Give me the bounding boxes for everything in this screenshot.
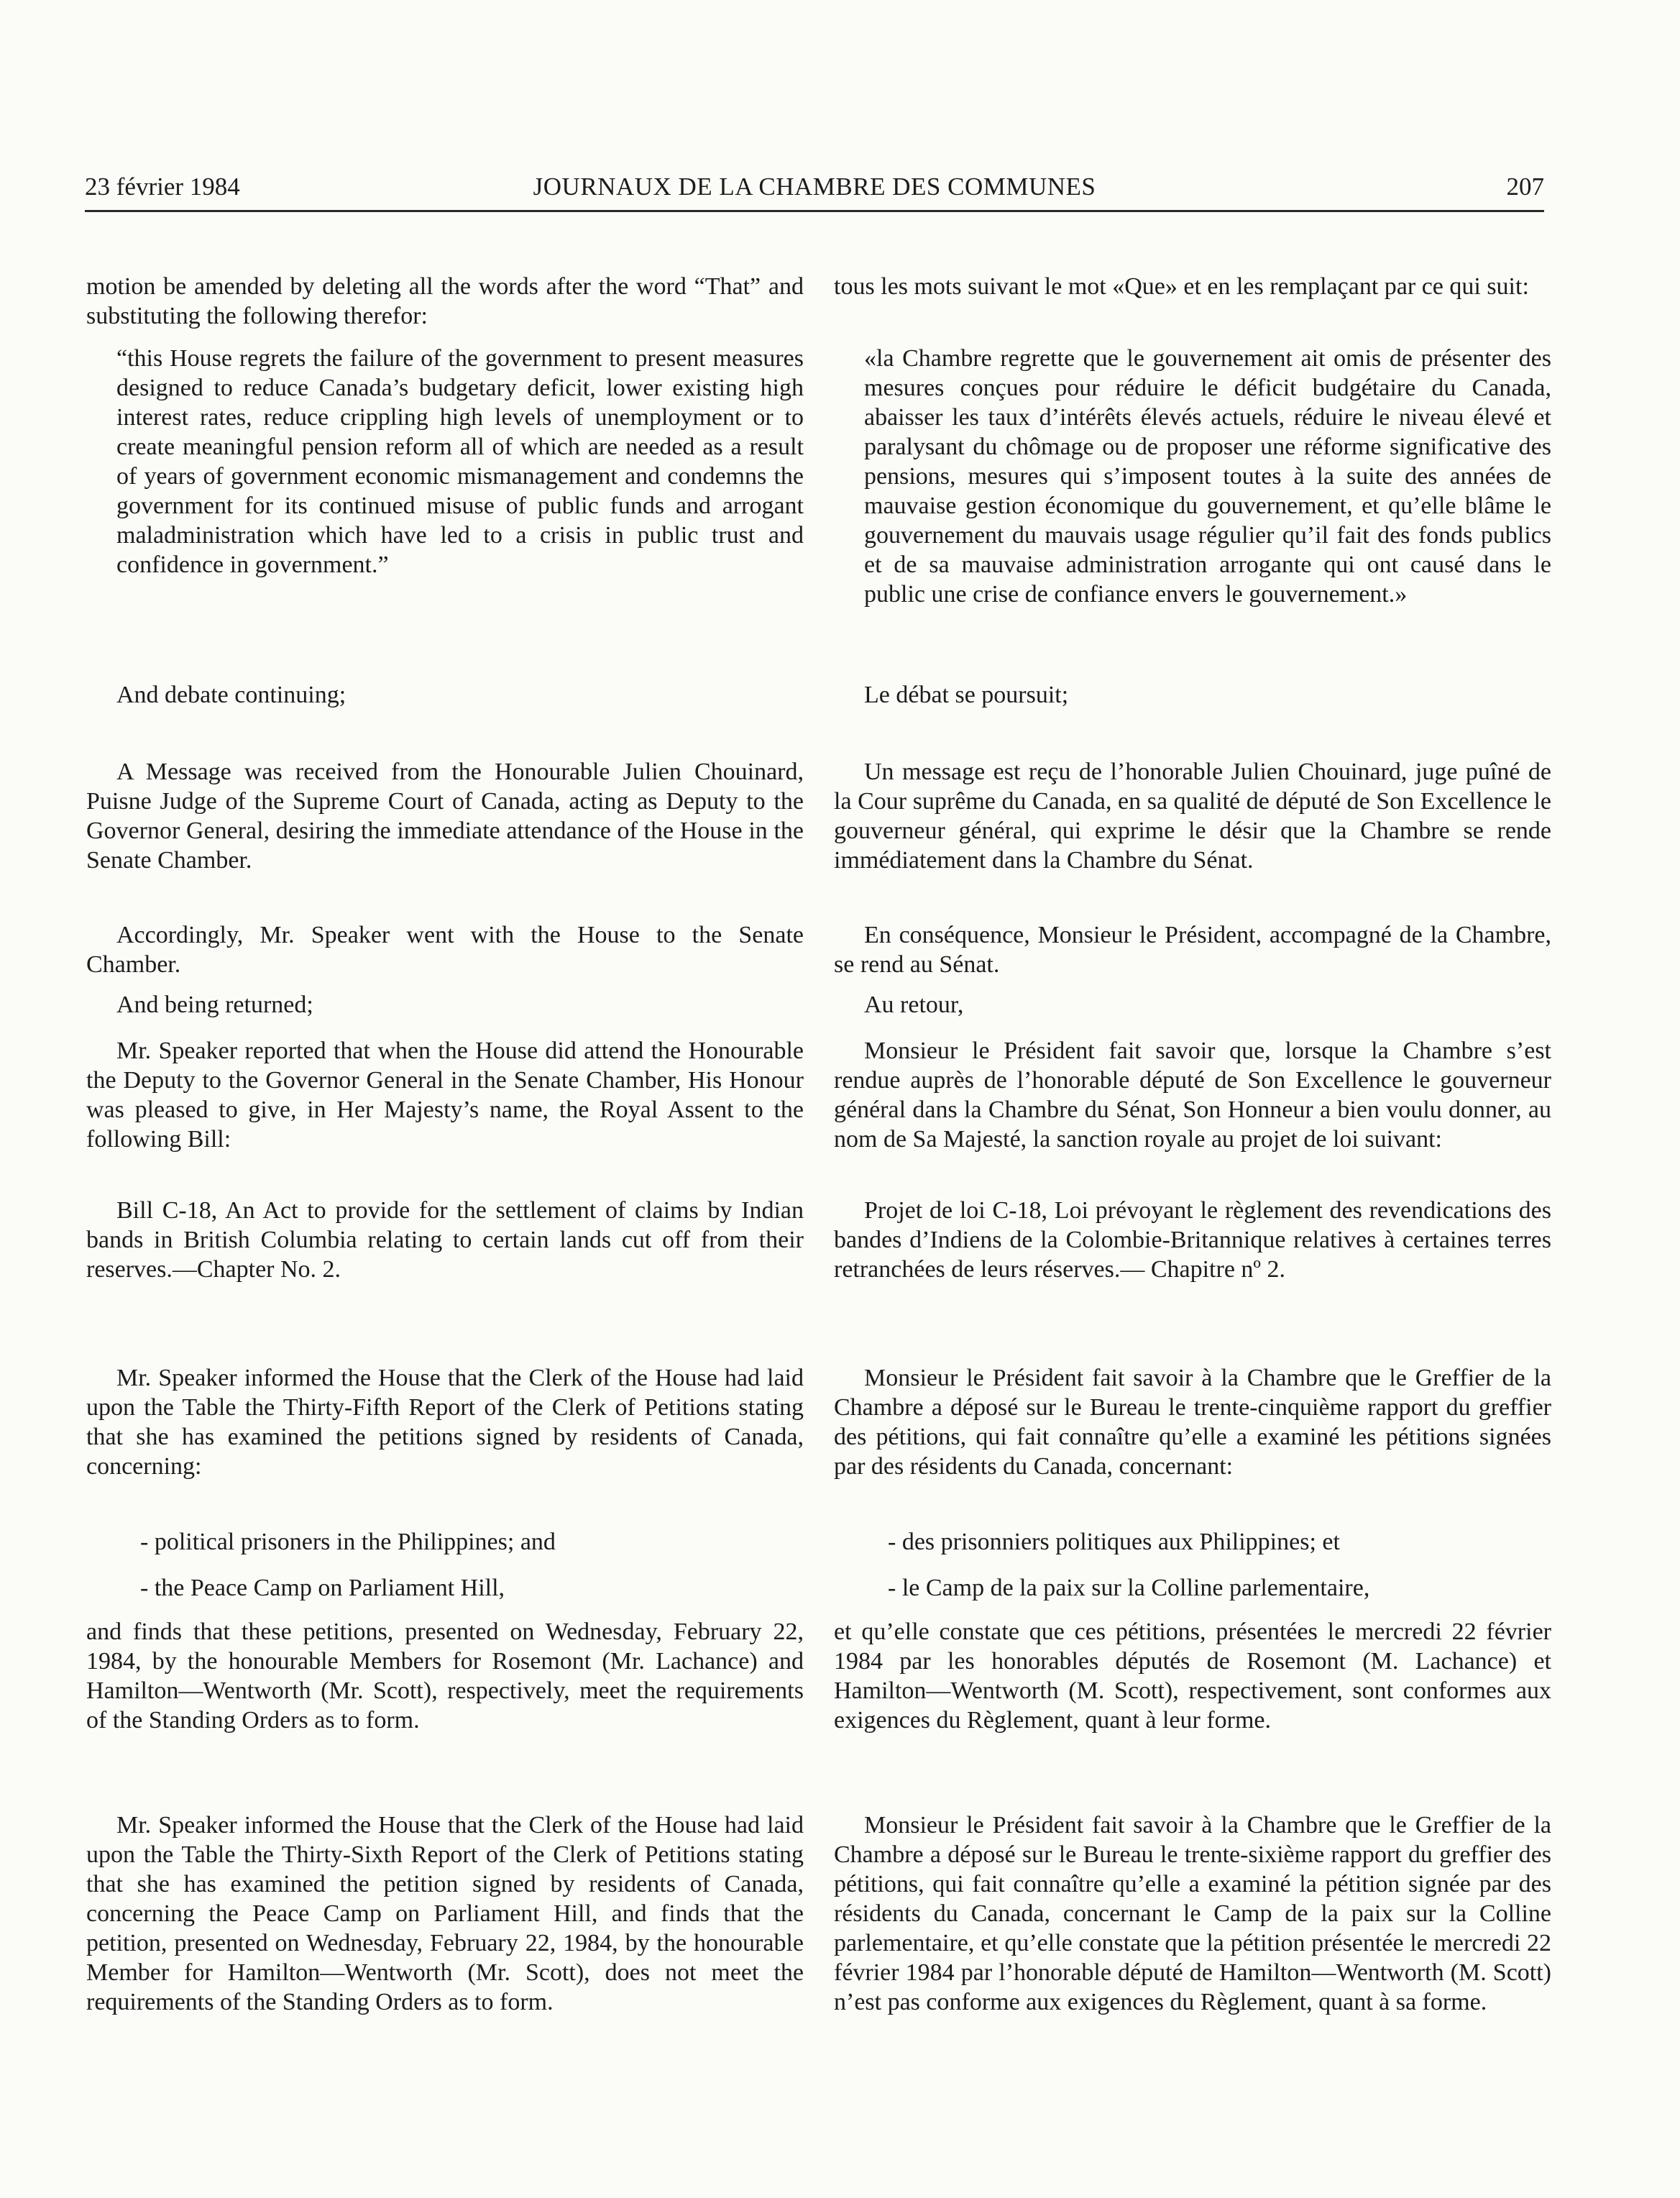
petitions-finding-fr: et qu’elle constate que ces pétitions, présentées le mercredi 22 février 1984 par les honorables députés de Rosemont (M. Lachance) et Hamilton—Wentworth (M. Scott), respectivement, sont conformes aux exigences du Règlement, quant à leur forme. (834, 1618, 1551, 1734)
being-returned-fr: Au retour, (864, 992, 964, 1018)
message-received-en: A Message was received from the Honourable Julien Chouinard, Puisne Judge of the Supreme Court of Canada, acting as Deputy to the Governor General, desiring the immediate attendance of the House in the Senate Chamber. (86, 759, 804, 874)
petitions-report-36-en: Mr. Speaker informed the House that the Clerk of the House had laid upon the Table the Thirty-Sixth Report of the Clerk of Petitions stating that she has examined the petition signed by residents of Canada, concerning the Peace Camp on Parliament Hill, and finds that the petition, presented on Wednesday, February 22, 1984, by the honourable Member for Hamilton—Wentworth (Mr. Scott), does not meet the requirements of the Standing Orders as to form. (86, 1812, 804, 2015)
bill-c18-en: Bill C-18, An Act to provide for the settlement of claims by Indian bands in British Columbia relating to certain lands cut off from their reserves.—Chapter No. 2. (86, 1197, 804, 1283)
speaker-went-fr: En conséquence, Monsieur le Président, accompagné de la Chambre, se rend au Sénat. (834, 922, 1551, 978)
royal-assent-report-en: Mr. Speaker reported that when the House did attend the Honourable the Deputy to the Governor General in the Senate Chamber, His Honour was pleased to give, in Her Majesty’s name, the Royal Assent to the following Bill: (86, 1038, 804, 1153)
petitions-finding-en: and finds that these petitions, presented on Wednesday, February 22, 1984, by the honourable Members for Rosemont (Mr. Lachance) and Hamilton—Wentworth (Mr. Scott), respectively, meet the requirements of the Standing Orders as to form. (86, 1618, 804, 1734)
bill-c18-fr: Projet de loi C-18, Loi prévoyant le règlement des revendications des bandes d’Indiens de la Colombie-Britannique relatives à certaines terres retranchées de leurs réserves.— Chapitre nº 2. (834, 1197, 1551, 1283)
amendment-quote-fr: «la Chambre regrette que le gouvernement ait omis de présenter des mesures conçues pour réduire le déficit budgétaire du Canada, abaisser les taux d’intérêts élevés actuels, réduire le niveau élevé et paralysant du chômage ou de proposer une réforme significative des pensions, mesures qui s’imposent toutes à la suite des années de mauvaise gestion économique du gouvernement, et qu’elle blâme le gouvernement du mauvais usage régulier qu’il fait des fonds publics et de sa mauvaise administration arrogante qui ont causé dans le public une crise de confiance envers le gouvernement.» (864, 345, 1551, 608)
message-received-fr: Un message est reçu de l’honorable Julien Chouinard, juge puîné de la Cour suprême du Canada, en sa qualité de député de Son Excellence le gouverneur général, qui exprime le désir que la Chambre se rende immédiatement dans la Chambre du Sénat. (834, 759, 1551, 874)
petition-item-2-en: - the Peace Camp on Parliament Hill, (140, 1575, 505, 1601)
petitions-report-36-fr: Monsieur le Président fait savoir à la Chambre que le Greffier de la Chambre a déposé sur le Bureau le trente-sixième rapport du greffier des pétitions, qui fait connaître qu’elle a examiné la pétition signée par des résidents du Canada, concernant le Camp de la paix sur la Colline parlementaire, et qu’elle constate que la pétition présentée le mercredi 22 février 1984 par l’honorable député de Hamilton—Wentworth (M. Scott) n’est pas conforme aux exigences du Règlement, quant à sa forme. (834, 1812, 1551, 2015)
amendment-intro-fr: tous les mots suivant le mot «Que» et en les remplaçant par ce qui suit: (834, 273, 1529, 300)
petition-item-2-fr: - le Camp de la paix sur la Colline parlementaire, (888, 1575, 1370, 1601)
page-header (85, 170, 1544, 212)
petition-item-1-en: - political prisoners in the Philippines; and (140, 1529, 556, 1555)
petition-item-1-fr: - des prisonniers politiques aux Philippines; et (888, 1529, 1340, 1555)
amendment-quote-en: “this House regrets the failure of the government to present measures designed to reduce Canada’s budgetary deficit, lower existing high interest rates, reduce crippling high levels of unemployment or to create meaningful pension reform all of which are needed as a result of years of government economic mismanagement and condemns the government for its continued misuse of public funds and arrogant maladministration which have led to a crisis in public trust and confidence in government.” (116, 345, 804, 578)
amendment-intro-en: motion be amended by deleting all the words after the word “That” and substituting the following therefor: (86, 273, 804, 329)
debate-continuing-fr: Le débat se poursuit; (864, 682, 1069, 708)
debate-continuing-en: And debate continuing; (116, 682, 346, 708)
petitions-report-35-en: Mr. Speaker informed the House that the Clerk of the House had laid upon the Table the Thirty-Fifth Report of the Clerk of Petitions stating that she has examined the petitions signed by residents of Canada, concerning: (86, 1365, 804, 1480)
petitions-report-35-fr: Monsieur le Président fait savoir à la Chambre que le Greffier de la Chambre a déposé sur le Bureau le trente-cinquième rapport du greffier des pétitions, qui fait connaître qu’elle a examiné les pétitions signées par des résidents du Canada, concernant: (834, 1365, 1551, 1480)
being-returned-en: And being returned; (116, 992, 313, 1018)
header-title: JOURNAUX DE LA CHAMBRE DES COMMUNES (533, 173, 1096, 201)
page-number: 207 (1506, 173, 1544, 201)
header-date: 23 février 1984 (85, 173, 240, 201)
royal-assent-report-fr: Monsieur le Président fait savoir que, lorsque la Chambre s’est rendue auprès de l’honorable député de Son Excellence le gouverneur général dans la Chambre du Sénat, Son Honneur a bien voulu donner, au nom de Sa Majesté, la sanction royale au projet de loi suivant: (834, 1038, 1551, 1153)
speaker-went-en: Accordingly, Mr. Speaker went with the House to the Senate Chamber. (86, 922, 804, 978)
